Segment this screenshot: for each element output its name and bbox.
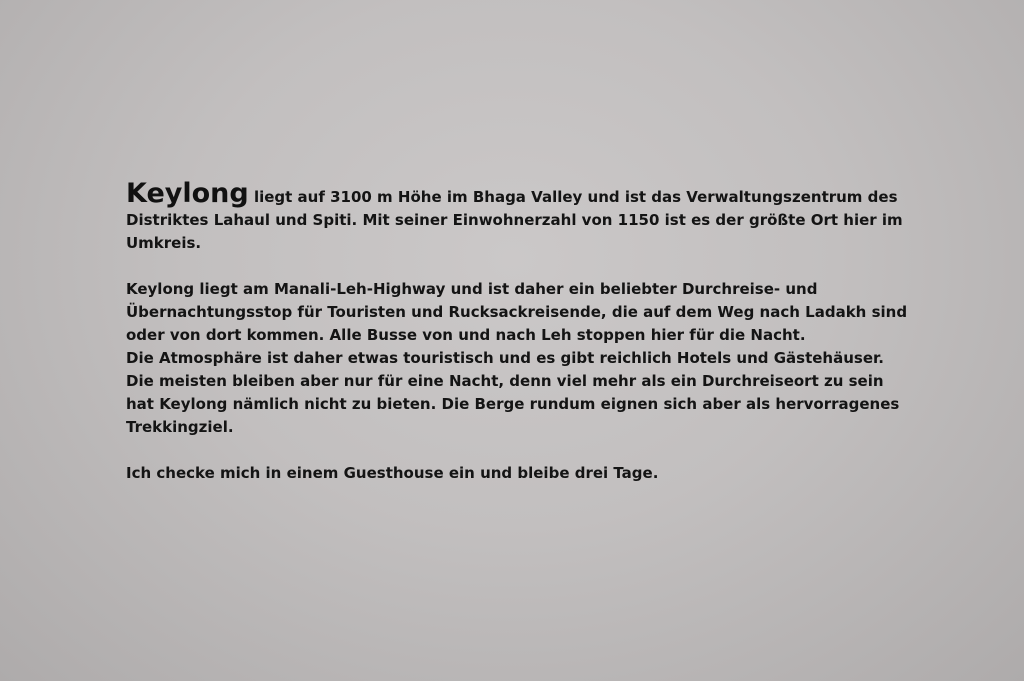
paragraph-guesthouse: Ich checke mich in einem Guesthouse ein und bleibe drei Tage. — [126, 464, 659, 482]
paragraph-spacer — [126, 439, 916, 462]
intro-paragraph — [126, 180, 916, 255]
intro-text: liegt auf 3100 m Höhe im Bhaga Valley und ist das Verwaltungszentrum des Distriktes Lahaul und Spiti. Mit seiner Einwohnerzahl von 1150 ist es der größte Ort hier im Umkreis. — [126, 188, 903, 252]
article-text — [126, 180, 916, 485]
paragraph-highway: Keylong liegt am Manali-Leh-Highway und ist daher ein beliebter Durchreise- und Übernachtungsstop für Touristen und Rucksackreisende, die auf dem Weg nach Ladakh sind oder von dort kommen. Alle Busse von und nach Leh stoppen hier für die Nacht. — [126, 280, 908, 344]
place-title: Keylong — [126, 178, 249, 209]
paragraph-spacer — [126, 255, 916, 278]
paragraph-atmosphere: Die Atmosphäre ist daher etwas touristisch und es gibt reichlich Hotels und Gästehäuser. Die meisten bleiben aber nur für eine Nacht, denn viel mehr als ein Durchreiseort zu sein hat Keylong nämlich nicht zu bieten. Die Berge rundum eignen sich aber als hervorragenes Trekkingziel. — [126, 349, 900, 436]
